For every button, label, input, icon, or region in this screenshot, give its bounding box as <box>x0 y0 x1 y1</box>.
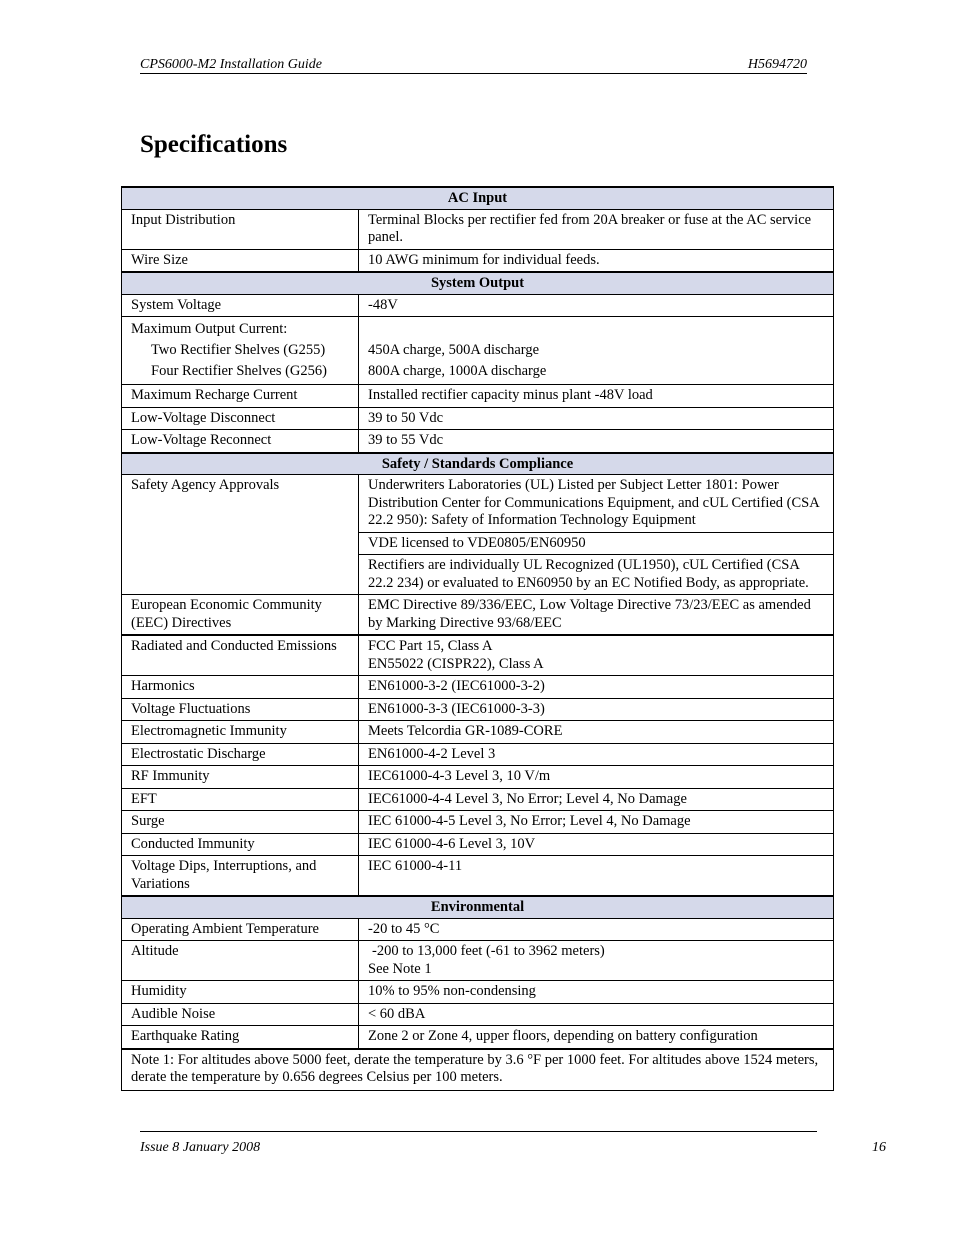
footer-divider <box>140 1131 817 1132</box>
spec-label: Safety Agency Approvals <box>122 475 359 595</box>
spec-label: Voltage Fluctuations <box>122 698 359 721</box>
section-heading: System Output <box>122 272 834 294</box>
table-row <box>122 1003 834 1026</box>
spec-label: Input Distribution <box>122 209 359 249</box>
table-row <box>122 918 834 941</box>
section-environmental <box>122 896 834 918</box>
spec-value: -20 to 45 °C <box>359 918 834 941</box>
spec-value: EN61000-3-3 (IEC61000-3-3) <box>359 698 834 721</box>
table-row <box>122 475 834 533</box>
altitude-range: -200 to 13,000 feet (-61 to 3962 meters) <box>372 943 605 959</box>
spec-value <box>359 941 834 981</box>
section-heading: Safety / Standards Compliance <box>122 453 834 475</box>
table-row <box>122 209 834 249</box>
four-shelves-value: 800A charge, 1000A discharge <box>368 363 547 379</box>
section-heading: AC Input <box>122 187 834 209</box>
spec-value: 10 AWG minimum for individual feeds. <box>359 249 834 272</box>
spec-value: Rectifiers are individually UL Recognized (UL1950), cUL Certified (CSA 22.2 234) or evaluated to EN60950 by an EC Notified Body, as appropriate. <box>359 555 834 595</box>
spec-value <box>359 317 834 385</box>
section-system-output <box>122 272 834 294</box>
spec-value: Meets Telcordia GR-1089-CORE <box>359 721 834 744</box>
four-shelves-label: Four Rectifier Shelves (G256) <box>151 363 327 379</box>
section-ac-input <box>122 187 834 209</box>
max-output-label: Maximum Output Current: <box>131 321 288 337</box>
table-row <box>122 856 834 897</box>
table-row <box>122 385 834 408</box>
altitude-note: Note 1: For altitudes above 5000 feet, derate the temperature by 3.6 °F per 1000 feet. For altitudes above 1524 meters, derate the temperature by 0.656 degrees Celsius per 100 meters. <box>122 1049 834 1091</box>
table-row <box>122 833 834 856</box>
document-title: CPS6000-M2 Installation Guide <box>140 57 322 72</box>
table-row <box>122 430 834 453</box>
spec-value: Installed rectifier capacity minus plant -48V load <box>359 385 834 408</box>
spec-label: Low-Voltage Reconnect <box>122 430 359 453</box>
spec-value: 39 to 50 Vdc <box>359 407 834 430</box>
table-row <box>122 766 834 789</box>
table-row <box>122 317 834 385</box>
spec-label: Electrostatic Discharge <box>122 743 359 766</box>
spec-value: 39 to 55 Vdc <box>359 430 834 453</box>
spec-value: IEC 61000-4-6 Level 3, 10V <box>359 833 834 856</box>
spec-label: European Economic Community (EEC) Directives <box>122 595 359 636</box>
spec-value: Terminal Blocks per rectifier fed from 20A breaker or fuse at the AC service panel. <box>359 209 834 249</box>
table-row <box>122 676 834 699</box>
page-number: 16 <box>872 1140 886 1155</box>
spec-label: Humidity <box>122 981 359 1004</box>
spec-label <box>122 317 359 385</box>
section-heading: Environmental <box>122 896 834 918</box>
spec-value <box>359 635 834 676</box>
spec-label: Altitude <box>122 941 359 981</box>
table-row <box>122 1049 834 1091</box>
table-row <box>122 811 834 834</box>
table-row <box>122 743 834 766</box>
table-row <box>122 788 834 811</box>
spec-label: EFT <box>122 788 359 811</box>
table-row <box>122 941 834 981</box>
page-title: Specifications <box>140 131 288 158</box>
spec-value: -48V <box>359 294 834 317</box>
table-row <box>122 721 834 744</box>
spec-value: EN61000-3-2 (IEC61000-3-2) <box>359 676 834 699</box>
spec-value: < 60 dBA <box>359 1003 834 1026</box>
specifications-table <box>121 186 834 1091</box>
table-row <box>122 294 834 317</box>
emissions-en: EN55022 (CISPR22), Class A <box>368 655 544 672</box>
spec-label: RF Immunity <box>122 766 359 789</box>
spec-label: Maximum Recharge Current <box>122 385 359 408</box>
spec-value: EN61000-4-2 Level 3 <box>359 743 834 766</box>
two-shelves-label: Two Rectifier Shelves (G255) <box>151 342 326 358</box>
spec-label: Conducted Immunity <box>122 833 359 856</box>
table-row <box>122 698 834 721</box>
table-row <box>122 407 834 430</box>
spec-value: IEC61000-4-3 Level 3, 10 V/m <box>359 766 834 789</box>
spec-label: Surge <box>122 811 359 834</box>
altitude-note-ref: See Note 1 <box>368 960 432 977</box>
table-row <box>122 595 834 636</box>
two-shelves-value: 450A charge, 500A discharge <box>368 342 540 358</box>
table-row <box>122 635 834 676</box>
spec-label: Radiated and Conducted Emissions <box>122 635 359 676</box>
spec-value: IEC61000-4-4 Level 3, No Error; Level 4, No Damage <box>359 788 834 811</box>
spec-label: Earthquake Rating <box>122 1026 359 1049</box>
page-header <box>140 56 807 74</box>
spec-value: IEC 61000-4-5 Level 3, No Error; Level 4, No Damage <box>359 811 834 834</box>
spec-label: Operating Ambient Temperature <box>122 918 359 941</box>
issue-date: Issue 8 January 2008 <box>140 1140 261 1155</box>
section-safety-standards <box>122 453 834 475</box>
spec-value: Underwriters Laboratories (UL) Listed per Subject Letter 1801: Power Distribution Center for Communications Equipment, and cUL Certified (CSA 22.2 950): Safety of Information Technology Equipment <box>359 475 834 533</box>
table-row <box>122 249 834 272</box>
spec-label: Voltage Dips, Interruptions, and Variations <box>122 856 359 897</box>
spec-label: Low-Voltage Disconnect <box>122 407 359 430</box>
table-row <box>122 981 834 1004</box>
spec-label: Harmonics <box>122 676 359 699</box>
spec-label: System Voltage <box>122 294 359 317</box>
emissions-fcc: FCC Part 15, Class A <box>368 638 493 654</box>
spec-value: Zone 2 or Zone 4, upper floors, depending on battery configuration <box>359 1026 834 1049</box>
spec-value: IEC 61000-4-11 <box>359 856 834 897</box>
spec-label: Audible Noise <box>122 1003 359 1026</box>
table-row <box>122 1026 834 1049</box>
spec-label: Wire Size <box>122 249 359 272</box>
document-number: H5694720 <box>747 57 807 72</box>
spec-value: VDE licensed to VDE0805/EN60950 <box>359 532 834 555</box>
spec-value: EMC Directive 89/336/EEC, Low Voltage Directive 73/23/EEC as amended by Marking Directive 93/68/EEC <box>359 595 834 636</box>
spec-label: Electromagnetic Immunity <box>122 721 359 744</box>
spec-value: 10% to 95% non-condensing <box>359 981 834 1004</box>
